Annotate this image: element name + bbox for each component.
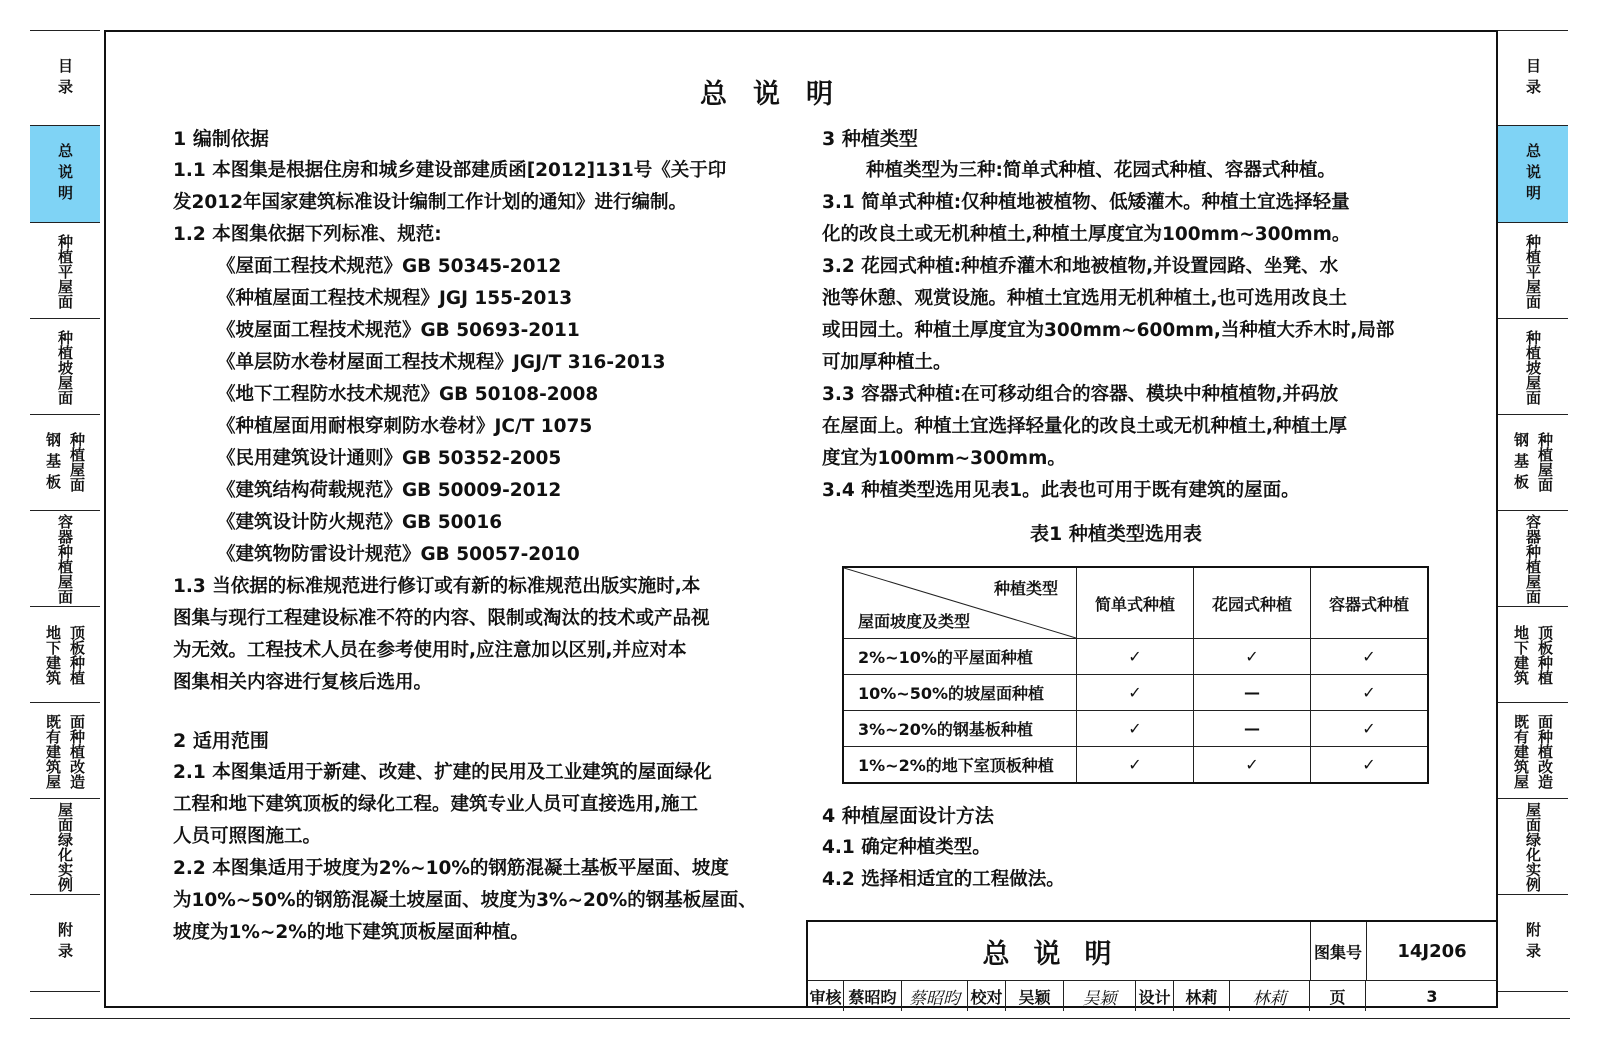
section-tab-label: 附录 [56,922,74,964]
paragraph-line: 《种植屋面用耐根穿刺防水卷材》JC/T 1075 [217,416,593,437]
paragraph-line: 度宜为100mm~300mm。 [822,448,1066,469]
section-heading: 1 编制依据 [173,128,269,150]
row-label: 2%~10%的平屋面种植 [843,639,1077,675]
atlas-number: 14J206 [1397,940,1467,962]
section-tab[interactable] [30,30,100,126]
section-tab[interactable] [1498,702,1568,799]
check-mark: ✓ [1194,639,1311,675]
check-mark: ✓ [1311,747,1429,784]
paragraph-line: 2.1 本图集适用于新建、改建、扩建的民用及工业建筑的屋面绿化 [173,762,712,783]
checker-signature: 吴颖 [1064,981,1136,1011]
section-tab-label: 种植屋面 [1536,431,1554,492]
check-mark: ✓ [1194,747,1311,784]
paragraph-line: 为无效。工程技术人员在参考使用时,应注意加以区别,并应对本 [173,640,687,661]
right-text-column-section4 [822,800,1414,896]
section-tab[interactable] [1498,894,1568,992]
section-tab-label: 顶板种植 [68,625,86,685]
section-tab-label: 种植屋面 [68,431,86,492]
section-heading: 4 种植屋面设计方法 [822,805,994,827]
paragraph-line: 3.4 种植类型选用见表1。此表也可用于既有建筑的屋面。 [822,480,1300,501]
paragraph-line: 《种植屋面工程技术规程》JGJ 155-2013 [217,288,573,309]
section-tab[interactable] [30,894,100,992]
section-tab-label: 钢基板 [44,431,62,495]
paragraph-line: 池等休憩、观赏设施。种植土宜选用无机种植土,也可选用改良土 [822,288,1348,309]
table-row [843,675,1428,711]
section-tab[interactable] [1498,222,1568,319]
paragraph-line: 《民用建筑设计通则》GB 50352-2005 [217,448,562,469]
title-block [806,920,1498,1008]
check-mark: ✓ [1311,675,1429,711]
designer-name: 林莉 [1174,981,1230,1011]
reviewer-signature: 蔡昭昀 [902,981,968,1011]
paragraph-line: 《坡屋面工程技术规范》GB 50693-2011 [217,320,580,341]
section-tab[interactable] [30,510,100,607]
check-mark: ✓ [1077,711,1194,747]
section-tab[interactable] [30,798,100,895]
section-tab-label: 屋面绿化实例 [1524,802,1542,892]
paragraph-line: 人员可照图施工。 [173,826,322,847]
section-tab-label: 钢基板 [1512,431,1530,495]
check-mark: ✓ [1077,639,1194,675]
check-label: 校对 [968,981,1006,1011]
paragraph-gap [173,699,765,725]
paragraph-line: 化的改良土或无机种植土,种植土厚度宜为100mm~300mm。 [822,224,1351,245]
section-tab-label: 总说明 [1524,143,1542,206]
paragraph-line: 图集相关内容进行复核后选用。 [173,672,433,693]
section-tab[interactable] [1498,318,1568,415]
section-tab-label: 种植坡屋面 [56,329,74,405]
col-header-container: 容器式种植 [1311,567,1429,639]
paragraph-line: 种植类型为三种:简单式种植、花园式种植、容器式种植。 [866,160,1336,181]
col-header-garden: 花园式种植 [1194,567,1311,639]
section-tab[interactable] [30,125,100,223]
section-tab[interactable] [1498,798,1568,895]
paragraph-line: 发2012年国家建筑标准设计编制工作计划的通知》进行编制。 [173,192,687,213]
col-header-simple: 简单式种植 [1077,567,1194,639]
section-tab-label: 面种植改造 [68,713,86,789]
paragraph-line: 为10%~50%的钢筋混凝土坡屋面、坡度为3%~20%的钢基板屋面、 [173,890,757,911]
planting-type-table [842,566,1429,784]
table-row [843,747,1428,784]
section-tab-label: 总说明 [56,143,74,206]
bottom-rule [30,1018,1570,1019]
section-tab[interactable] [1498,414,1568,511]
section-tab-label: 既有建筑屋 [1512,713,1530,789]
section-tab[interactable] [30,702,100,799]
paragraph-line: 工程和地下建筑顶板的绿化工程。建筑专业人员可直接选用,施工 [173,794,699,815]
table-diagonal-header [843,567,1077,639]
review-label: 审核 [808,981,844,1011]
right-text-column [822,123,1414,507]
paragraph-line: 3.2 花园式种植:种植乔灌木和地被植物,并设置园路、坐凳、水 [822,256,1339,277]
paragraph-line: 《屋面工程技术规范》GB 50345-2012 [217,256,562,277]
section-tab-label: 容器种植屋面 [1524,514,1542,604]
paragraph-line: 《单层防水卷材屋面工程技术规程》JGJ/T 316-2013 [217,352,666,373]
check-mark: ✓ [1077,747,1194,784]
page-label: 页 [1310,981,1366,1011]
section-tab-label: 附录 [1524,922,1542,964]
section-tab[interactable] [30,318,100,415]
section-tab[interactable] [30,606,100,703]
title-block-name: 总说明 [808,922,1311,980]
paragraph-line: 3.3 容器式种植:在可移动组合的容器、模块中种植植物,并码放 [822,384,1339,405]
paragraph-line: 坡度为1%~2%的地下建筑顶板屋面种植。 [173,922,529,943]
dash-mark: — [1194,711,1311,747]
paragraph-line: 或田园土。种植土厚度宜为300mm~600mm,当种植大乔木时,局部 [822,320,1395,341]
section-tab[interactable] [30,222,100,319]
paragraph-line: 3.1 简单式种植:仅种植地被植物、低矮灌木。种植土宜选择轻量 [822,192,1350,213]
paragraph-line: 1.1 本图集是根据住房和城乡建设部建质函[2012]131号《关于印 [173,160,727,181]
section-heading: 2 适用范围 [173,730,269,752]
paragraph-line: 1.2 本图集依据下列标准、规范: [173,224,442,245]
dash-mark: — [1194,675,1311,711]
design-label: 设计 [1136,981,1174,1011]
section-tab-label: 容器种植屋面 [56,514,74,604]
paragraph-line: 在屋面上。种植土宜选择轻量化的改良土或无机种植土,种植土厚 [822,416,1348,437]
section-tab[interactable] [1498,606,1568,703]
table-row [843,711,1428,747]
paragraph-line: 《建筑物防雷设计规范》GB 50057-2010 [217,544,580,565]
section-heading: 3 种植类型 [822,128,918,150]
section-tab[interactable] [1498,510,1568,607]
reviewer-name: 蔡昭昀 [844,981,902,1011]
table-title: 表1 种植类型选用表 [1030,523,1202,545]
paragraph-line: 4.1 确定种植类型。 [822,837,991,858]
paragraph-line: 可加厚种植土。 [822,352,952,373]
section-tab[interactable] [30,414,100,511]
page-number: 3 [1426,986,1438,1006]
checker-name: 吴颖 [1006,981,1064,1011]
row-label: 3%~20%的钢基板种植 [843,711,1077,747]
section-tab-label: 既有建筑屋 [44,713,62,789]
table-header-row [843,567,1428,639]
left-text-column [173,123,765,949]
check-mark: ✓ [1077,675,1194,711]
section-tab[interactable] [1498,30,1568,126]
paragraph-line: 《地下工程防水技术规范》GB 50108-2008 [217,384,599,405]
row-label: 1%~2%的地下室顶板种植 [843,747,1077,784]
section-tab-label: 目录 [56,57,74,100]
check-mark: ✓ [1311,639,1429,675]
designer-signature: 林莉 [1230,981,1310,1011]
paragraph-line: 图集与现行工程建设标准不符的内容、限制或淘汰的技术或产品视 [173,608,710,629]
paragraph-line: 4.2 选择相适宜的工程做法。 [822,869,1065,890]
section-tab-label: 种植坡屋面 [1524,329,1542,405]
section-tab-label: 顶板种植 [1536,625,1554,685]
section-tab-label: 地下建筑 [1512,625,1530,685]
section-tab[interactable] [1498,125,1568,223]
paragraph-line: 2.2 本图集适用于坡度为2%~10%的钢筋混凝土基板平屋面、坡度 [173,858,729,879]
section-tab-label: 种植平屋面 [56,233,74,309]
atlas-number-label: 图集号 [1310,922,1367,980]
paragraph-line: 《建筑结构荷载规范》GB 50009-2012 [217,480,562,501]
section-tab-label: 目录 [1524,57,1542,100]
header-planting-type: 种植类型 [993,579,1058,598]
section-tab-label: 面种植改造 [1536,713,1554,789]
row-label: 10%~50%的坡屋面种植 [843,675,1077,711]
section-tab-label: 屋面绿化实例 [56,802,74,892]
header-roof-slope: 屋面坡度及类型 [858,612,971,631]
page-title: 总说明 [700,79,859,110]
table-row [843,639,1428,675]
section-tab-label: 种植平屋面 [1524,233,1542,309]
paragraph-line: 《建筑设计防火规范》GB 50016 [217,512,503,533]
paragraph-line: 1.3 当依据的标准规范进行修订或有新的标准规范出版实施时,本 [173,576,701,597]
check-mark: ✓ [1311,711,1429,747]
section-tab-label: 地下建筑 [44,625,62,685]
